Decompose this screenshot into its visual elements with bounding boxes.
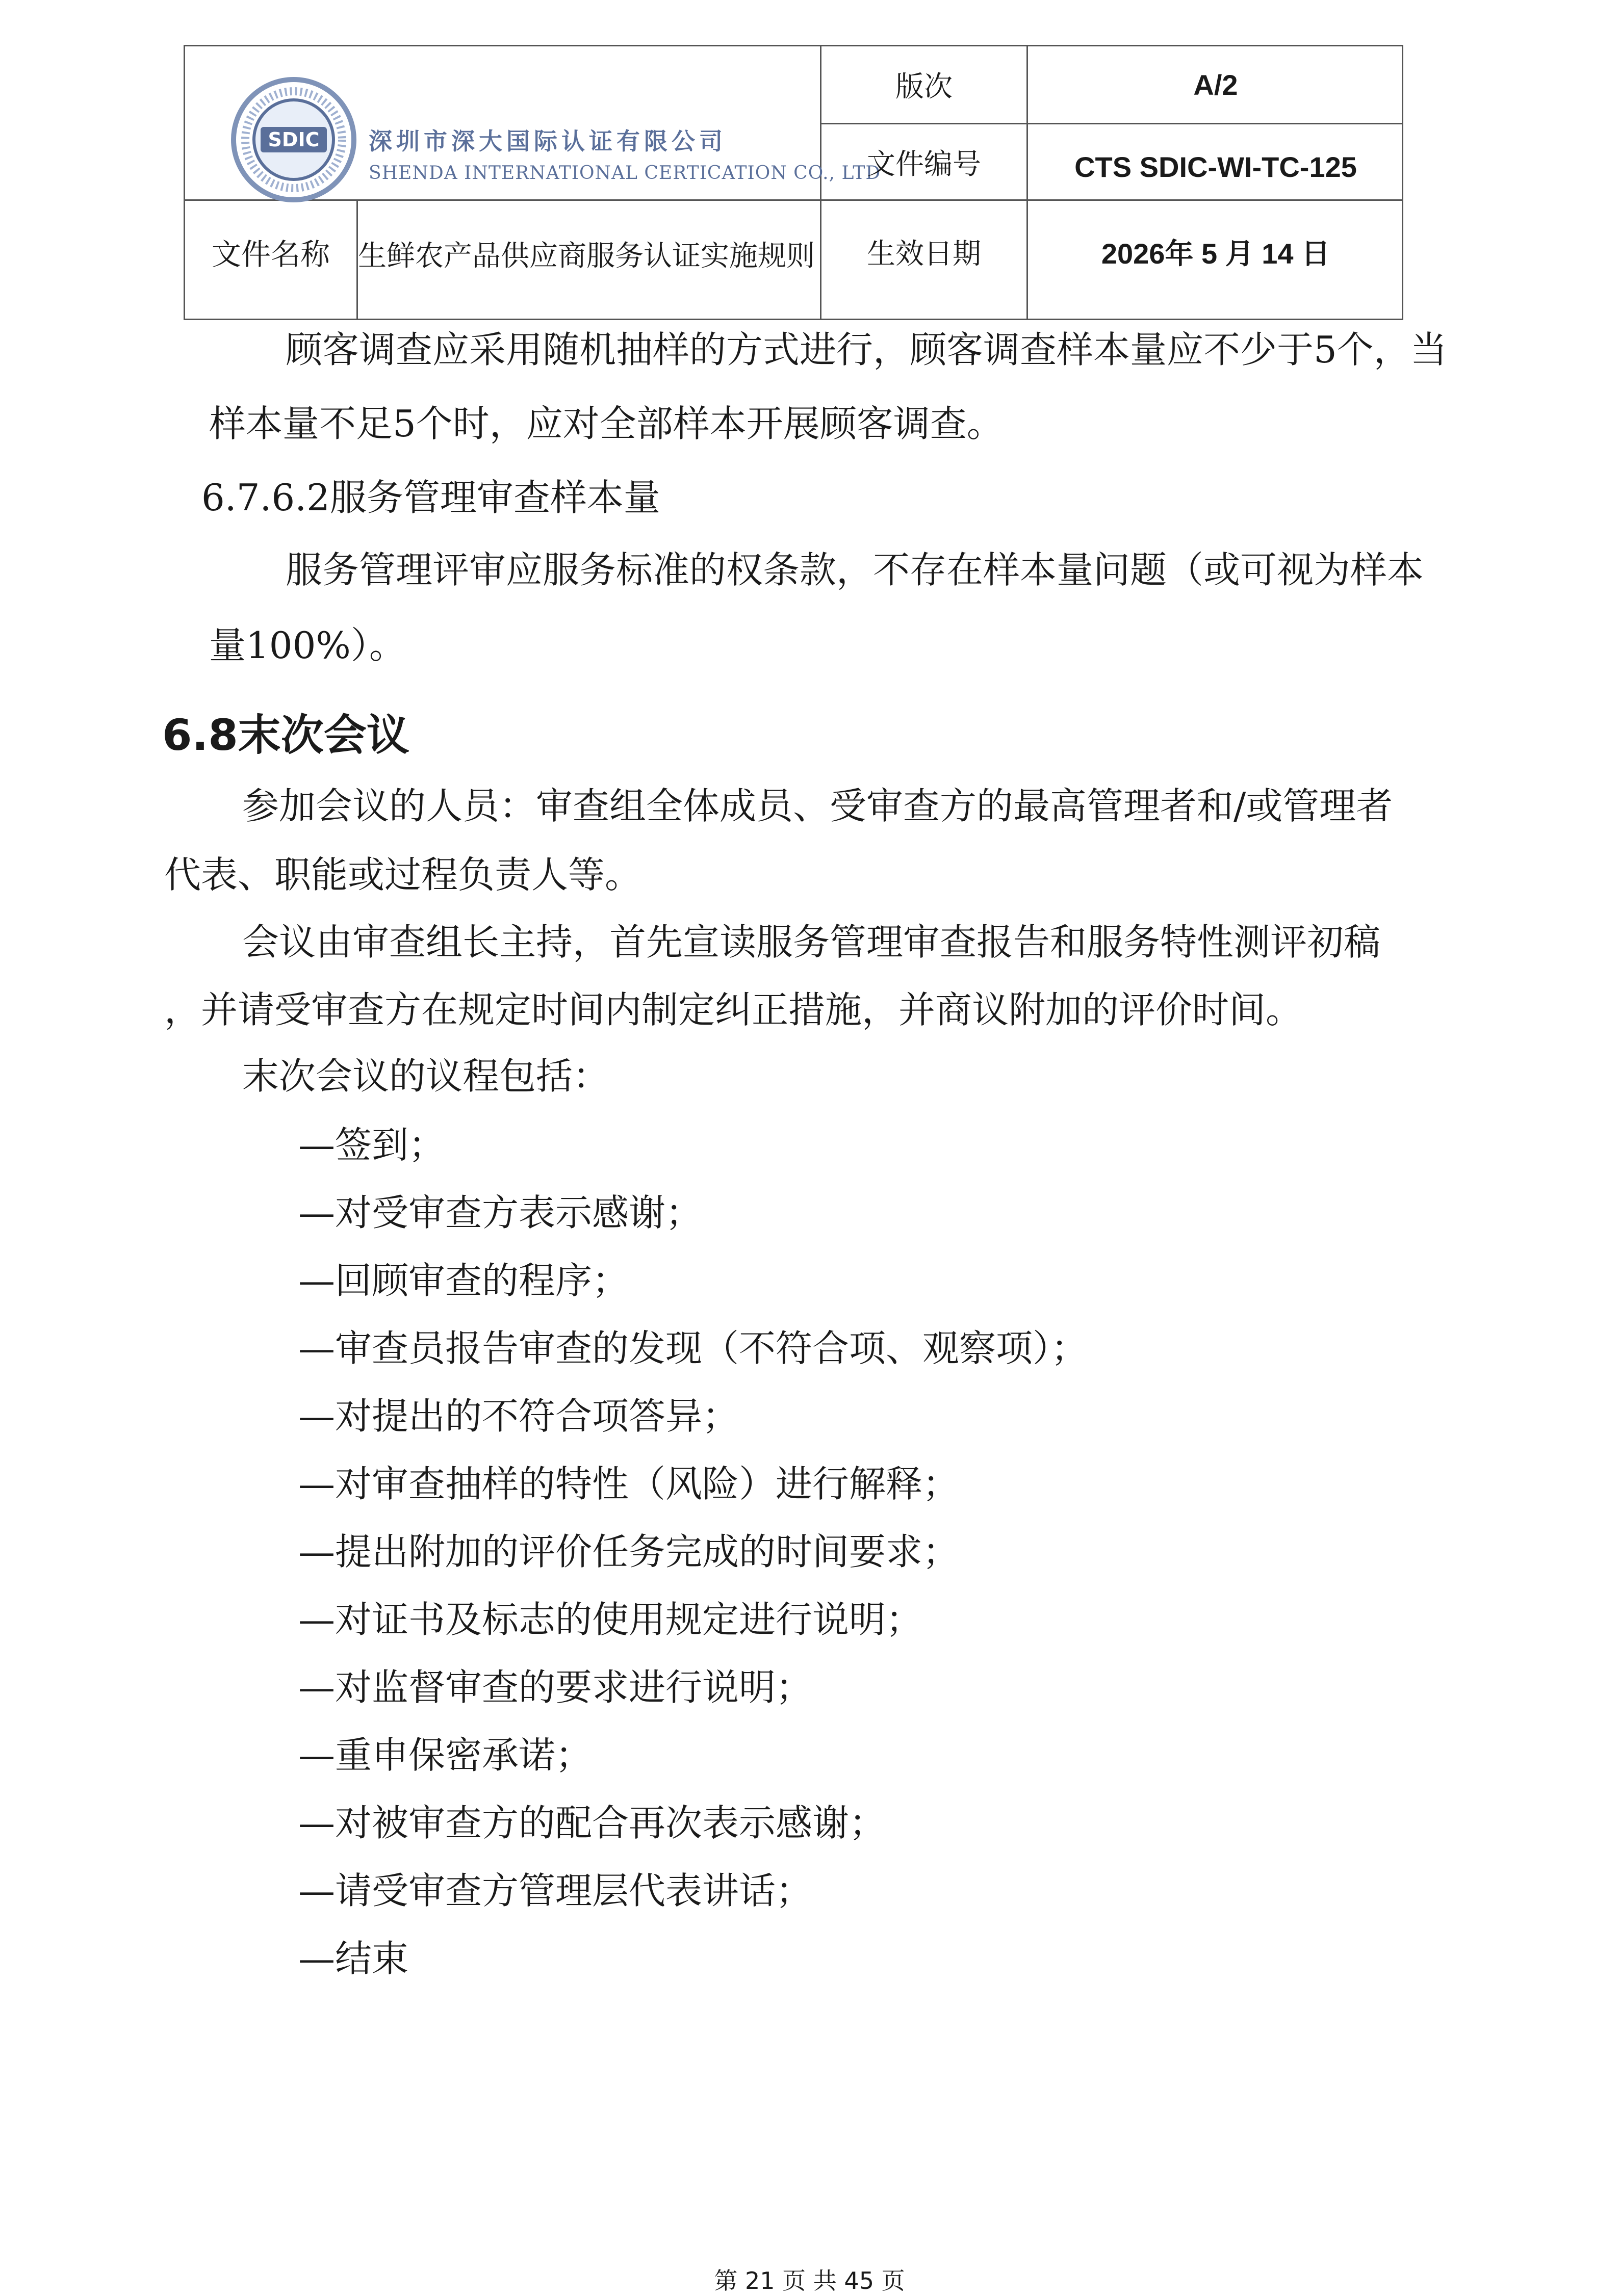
effective-date-value: 2026年 5 月 14 日 [1101, 238, 1330, 270]
page-number: 第 21 页 共 45 页 [714, 2267, 905, 2294]
paragraph-line: 顾客调查应采用随机抽样的方式进行，顾客调查样本量应不少于5个，当 [286, 328, 1447, 371]
effective-date-label: 生效日期 [867, 238, 981, 271]
agenda-item: —请受审查方管理层代表讲话； [298, 1869, 813, 1912]
version-label: 版次 [895, 70, 953, 103]
document-header-table [184, 45, 1403, 320]
agenda-item: —审查员报告审查的发现（不符合项、观察项）； [298, 1327, 1088, 1370]
doc-number-value: CTS SDIC-WI-TC-125 [1074, 151, 1357, 183]
agenda-item: —签到； [298, 1124, 446, 1166]
agenda-item: —对被审查方的配合再次表示感谢； [298, 1802, 886, 1844]
agenda-item: —对受审查方表示感谢； [298, 1191, 703, 1234]
sub-heading: 6.7.6.2服务管理审查样本量 [201, 476, 660, 519]
paragraph-line: ，并请受审查方在规定时间内制定纠正措施，并商议附加的评价时间。 [164, 988, 1303, 1031]
company-seal-icon [230, 76, 357, 203]
paragraph-line: 量100%）。 [209, 624, 406, 667]
agenda-item: —对监督审查的要求进行说明； [298, 1666, 813, 1709]
paragraph-line: 参加会议的人员：审查组全体成员、受审查方的最高管理者和/或管理者 [242, 785, 1393, 827]
agenda-item: —提出附加的评价任务完成的时间要求； [298, 1530, 960, 1573]
agenda-intro: 末次会议的议程包括： [242, 1055, 610, 1098]
agenda-item: —对证书及标志的使用规定进行说明； [298, 1598, 923, 1641]
agenda-item: —结束 [298, 1937, 409, 1980]
company-name-cn: 深圳市深大国际认证有限公司 [369, 127, 727, 155]
doc-name-label: 文件名称 [211, 237, 330, 272]
logo-text: SDIC [268, 128, 320, 151]
doc-name-value: 生鲜农产品供应商服务认证实施规则 [358, 240, 815, 273]
agenda-item: —重申保密承诺； [298, 1734, 593, 1777]
company-name-en: SHENDA INTERNATIONAL CERTICATION CO., LTD [369, 163, 881, 184]
agenda-item: —对提出的不符合项答异； [298, 1395, 739, 1438]
company-logo [230, 76, 881, 219]
paragraph-line: 代表、职能或过程负责人等。 [164, 853, 642, 896]
agenda-item: —对审查抽样的特性（风险）进行解释； [298, 1463, 960, 1505]
version-value: A/2 [1193, 68, 1238, 101]
paragraph-line: 服务管理评审应服务标准的权条款，不存在样本量问题（或可视为样本 [286, 549, 1424, 591]
doc-number-label: 文件编号 [867, 147, 981, 181]
section-heading: 6.8末次会议 [162, 710, 409, 760]
paragraph-line: 会议由审查组长主持，首先宣读服务管理审查报告和服务特性测评初稿 [242, 921, 1381, 963]
paragraph-line: 样本量不足5个时，应对全部样本开展顾客调查。 [209, 402, 1004, 445]
agenda-item: —回顾审查的程序； [298, 1259, 629, 1302]
